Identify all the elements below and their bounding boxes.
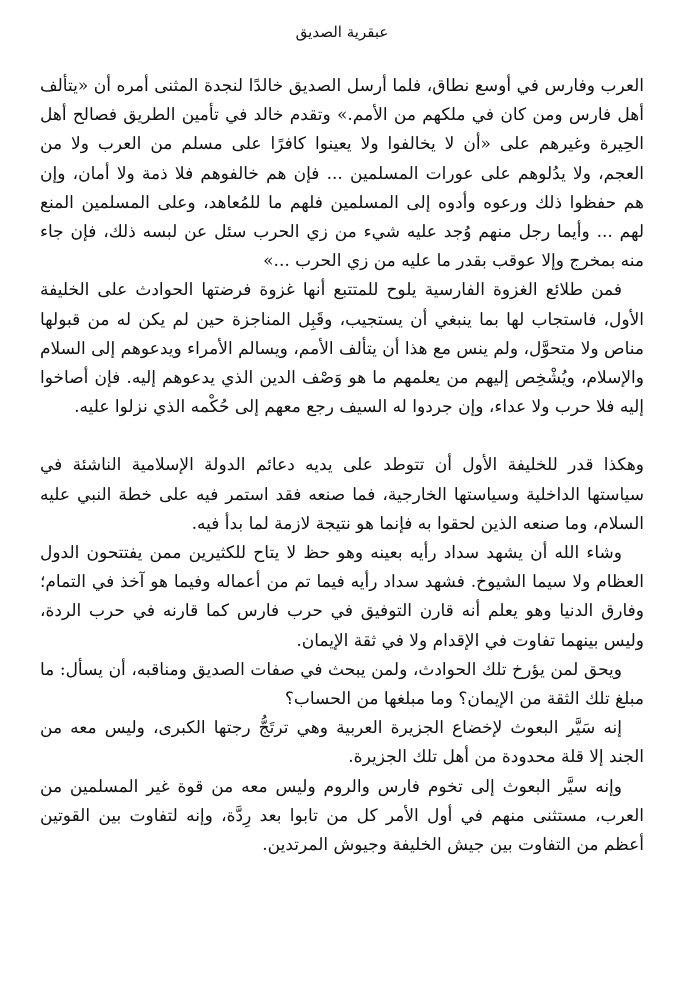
paragraph: إنه سَيَّر البعوث لإخضاع الجزيرة العربية وهي ترتَجُّ رجتها الكبرى، وليس معه من الجند إلا قلة محدودة من أهل تلك الجزيرة. — [40, 718, 644, 768]
paragraph: وشاء الله أن يشهد سداد رأيه بعينه وهو حظ لا يتاح للكثيرين ممن يفتتحون الدول العظام ولا سيما الشيوخ. فشهد سداد رأيه فيما تم من أعماله وفيما هو آخذ في التمام؛ وفارق الدنيا وهو يعلم أنه قارن التوفيق في حرب فارس كما قارنه في حرب الردة، وليس بينهما تفاوت في الإقدام ولا في ثقة الإيمان. — [40, 543, 644, 651]
paragraph: فمن طلائع الغزوة الفارسية يلوح للمتتبع أنها غزوة فرضتها الحوادث على الخليفة الأول، فاستجاب لها بما ينبغي أن يستجيب، وقَبِل المناجزة حين لم يكن له من قبولها مناص ولا متحوَّل، ولم ينس مع هذا أن يتألف الأمم، ويسالم الأمراء ويدعوهم إلى السلام والإسلام، ويُشْخِص إليهم من يعلمهم ما هو وَصْف الدين الذي يدعوهم إليه. فإن أصاخوا إليه فلا حرب ولا عداء، وإن جردوا له السيف رجع معهم إلى حُكْمه الذي نزلوا عليه. — [40, 280, 644, 418]
paragraph-continuation: العرب وفارس في أوسع نطاق، فلما أرسل الصديق خالدًا لنجدة المثنى أمره أن «يتألف أهل فارس ومن كان في ملكهم من الأمم.» وتقدم خالد في تأمين الطريق فصالح أهل الحِيرة وغيرهم على «أن لا يخالفوا ولا يعينوا كافرًا على مسلم من العرب ولا من العجم، ولا يدُلوهم على عورات المسلمين ... فإن هم خالفوهم فلا ذمة ولا أمان، وإن هم حفظوا ذلك ورعوه وأدوه إلى المسلمين فلهم ما للمُعاهد، وعلى المسلمين المنع لهم ... وأيما رجل منهم وُجد عليه شيء من زي الحرب سئل عن لبسه ذلك، فإن جاء منه بمخرج وإلا عوقب بقدر ما عليه من زي الحرب ...» — [40, 76, 644, 272]
body-text — [40, 72, 644, 860]
paragraph: ويحق لمن يؤرخ تلك الحوادث، ولمن يبحث في صفات الصديق ومناقبه، أن يسأل: ما مبلغ تلك الثقة من الإيمان؟ وما مبلغها من الحساب؟ — [40, 659, 644, 710]
paragraph: وإنه سيَّر البعوث إلى تخوم فارس والروم وليس معه من قوة غير المسلمين من العرب، مستثنى منهم في أول الأمر كل من تابوا بعد رِدَّة، وإنه لتفاوت بين القوتين أعظم من التفاوت بين جيش الخليفة وجيوش المرتدين. — [40, 776, 644, 856]
paragraph: وهكذا قدر للخليفة الأول أن تتوطد على يديه دعائم الدولة الإسلامية الناشئة في سياستها الداخلية وسياستها الخارجية، فما صنعه فقد استمر فيه على خطة النبي عليه السلام، وما صنعه الذين لحقوا به فإنما هو نتيجة لازمة لما بدأ فيه. — [40, 455, 644, 534]
page-header-title: عبقرية الصديق — [295, 23, 389, 41]
